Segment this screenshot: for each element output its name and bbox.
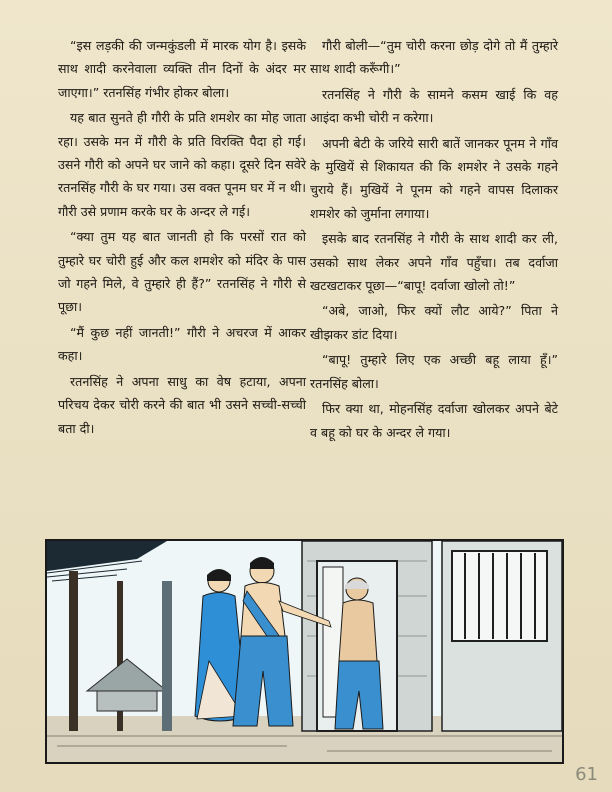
paragraph: यह बात सुनते ही गौरी के प्रति शमशेर का मोह जाता रहा। उसके मन में गौरी के प्रति विरक्ति पैदा हो गई। उसने गौरी को अपने घर जाने को कहा। दूसरे दिन सवेरे रतनसिंह गौरी के घर गया। उस वक्त पूनम घर में न थी। गौरी उसे प्रणाम करके घर के अन्दर ले गई। — [58, 110, 306, 219]
paragraph: “इस लड़की की जन्मकुंडली में मारक योग है। इसके साथ शादी करनेवाला व्यक्ति तीन दिनों के अंदर मर जाएगा।” रतनसिंह गंभीर होकर बोला। — [58, 38, 306, 100]
tree-trunk — [69, 571, 78, 731]
paragraph: रतनसिंह ने अपना साधु का वेष हटाया, अपना परिचय देकर चोरी करने की बात भी उसने सच्ची-सच्ची बता दी। — [58, 373, 306, 436]
barred-window — [452, 551, 547, 641]
paragraph: अपनी बेटी के जरिये सारी बातें जानकर पूनम ने गाँव के मुखियें से शिकायत की कि शमशेर ने उसके गहने चुराये हैं। मुखियें ने पूनम को गहने वापस दिलाकर शमशेर को जुर्माना लगाया। — [310, 135, 558, 221]
page-number: 61 — [575, 764, 598, 785]
left-text-column — [58, 34, 306, 442]
paragraph: “अबे, जाओ, फिर क्यों लौट आये?” पिता ने खीझकर डांट दिया। — [310, 303, 558, 342]
right-text-column — [310, 34, 558, 446]
paragraph: “क्या तुम यह बात जानती हो कि परसों रात को तुम्हारे घर चोरी हुई और कल शमशेर को मंदिर के पास जो गहने मिले, वे तुम्हारे ही हैं?” रतनसिंह ने गौरी से पूछा। — [58, 229, 306, 315]
paragraph: इसके बाद रतनसिंह ने गौरी के साथ शादी कर ली, उसको साथ लेकर अपने गाँव पहुँचा। तब दर्वाजा खटखटाकर पूछा—“बापू! दर्वाजा खोलो तो!” — [310, 231, 558, 294]
hut-wall — [97, 691, 157, 711]
paragraph: “बापू! तुम्हारे लिए एक अच्छी बहू लाया हूँ।” रतनसिंह बोला। — [310, 352, 558, 391]
story-illustration — [45, 539, 564, 764]
paragraph: फिर क्या था, मोहनसिंह दर्वाजा खोलकर अपने बेटे व बहू को घर के अन्दर ले गया। — [310, 401, 558, 440]
illustration-scene — [47, 541, 562, 762]
pillar — [162, 581, 172, 731]
paragraph: गौरी बोली—“तुम चोरी करना छोड़ दोगे तो मैं तुम्हारे साथ शादी करूँगी।” — [310, 38, 558, 77]
paragraph: “मैं कुछ नहीं जानती!” गौरी ने अचरज में आकर कहा। — [58, 324, 306, 364]
paragraph: रतनसिंह ने गौरी के सामने कसम खाई कि वह आइंदा कभी चोरी न करेगा। — [310, 86, 558, 126]
